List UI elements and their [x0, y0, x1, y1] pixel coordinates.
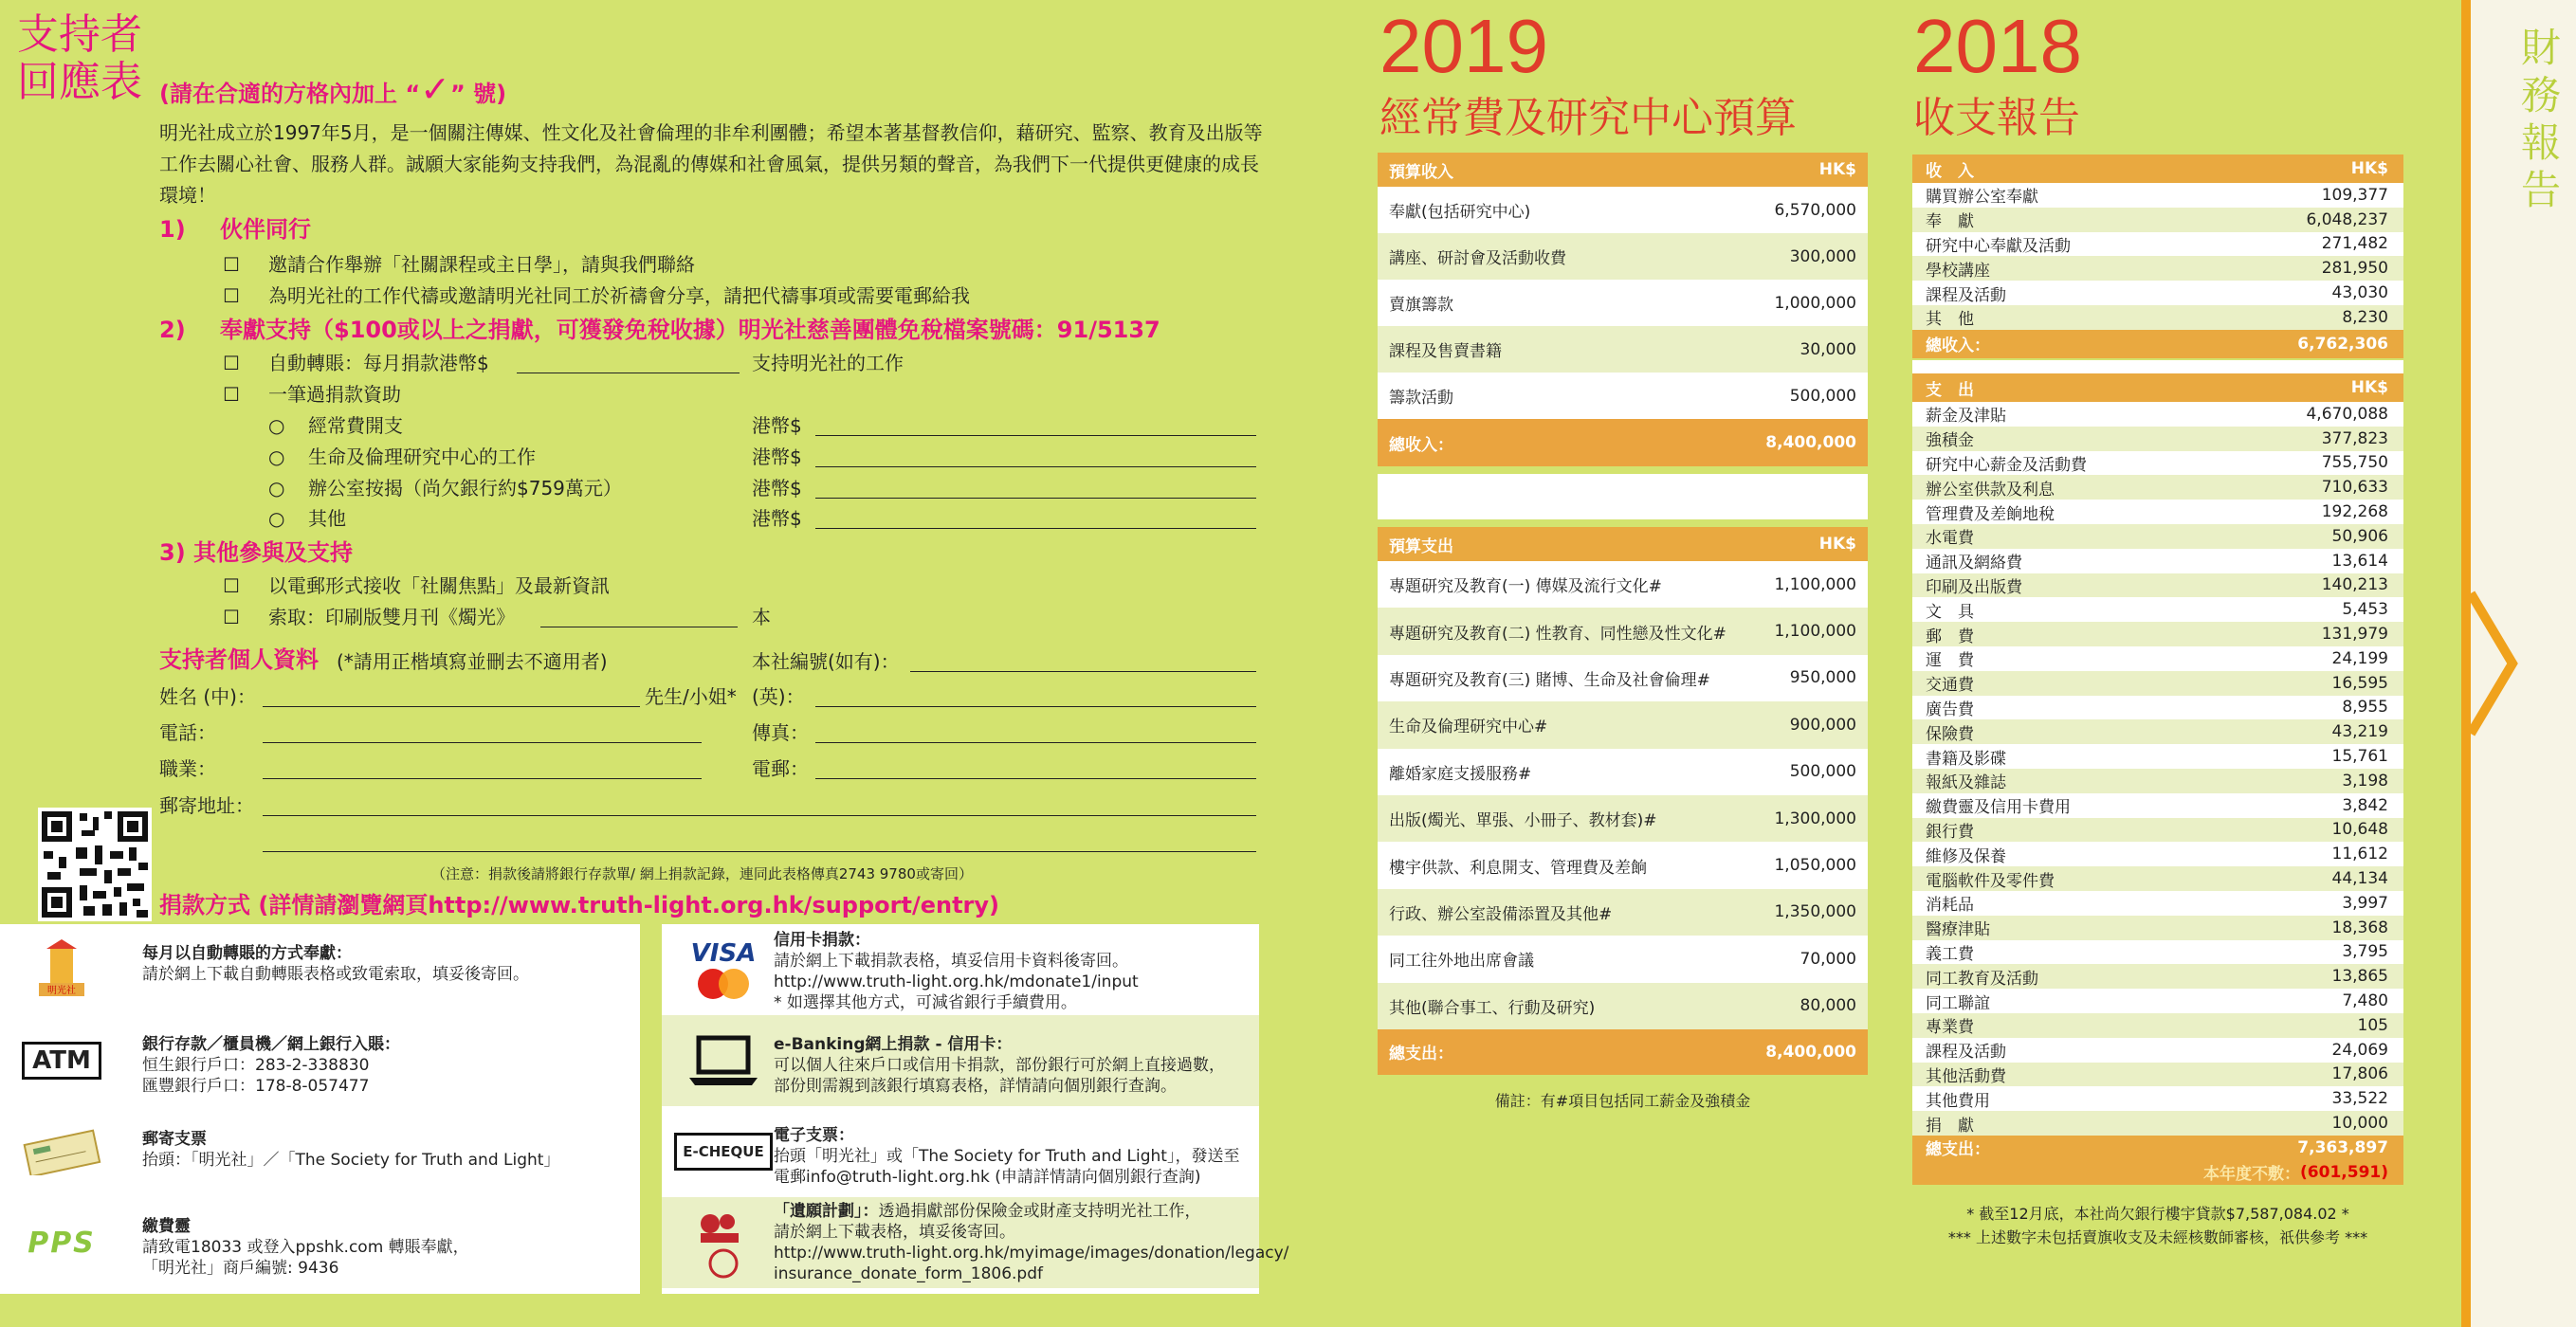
budget-income-item-label: 賣旗籌款 [1389, 296, 1453, 315]
phone-field[interactable] [263, 742, 702, 743]
method-credit-card [662, 924, 1259, 1015]
budget-title: 經常費及研究中心預算 [1379, 94, 1797, 142]
budget-income-item-label: 講座、研討會及活動收費 [1389, 249, 1566, 268]
budget-expense-item-label: 專題研究及教育(三) 賭博、生命及社會倫理# [1389, 670, 1710, 690]
budget-expense-item-label: 樓宇供款、利息開支、管理費及差餉 [1389, 858, 1647, 878]
report-expense-row [1912, 891, 2403, 916]
checkmark-icon: ✓ [420, 68, 450, 110]
member-no-label: 本社編號(如有)： [752, 650, 900, 673]
report-expense-row [1912, 451, 2403, 476]
report-expense-item-label: 廣告費 [1926, 700, 1974, 719]
method-legacy-title: 「遺願計劃」： [774, 1202, 879, 1221]
report-expense-total: 7,363,897 [2297, 1137, 2388, 1157]
method-card-line-1: 請於網上下載捐款表格，填妥信用卡資料後寄回。 [774, 952, 1128, 971]
report-expense-item-label: 通訊及網絡費 [1926, 554, 2022, 573]
report-expense-item-label: 銀行費 [1926, 822, 1974, 842]
report-title: 收支報告 [1913, 94, 2080, 142]
job-field[interactable] [263, 778, 702, 779]
budget-expense-row [1378, 561, 1868, 608]
report-income-table [1912, 155, 2403, 358]
report-expense-item-value: 24,069 [2331, 1040, 2388, 1060]
method-legacy [662, 1197, 1289, 1288]
budget-income-total: 8,400,000 [1765, 433, 1856, 452]
report-income-row [1912, 305, 2403, 330]
address-field-1[interactable] [263, 815, 1256, 816]
section-1-number: 1) [159, 216, 186, 243]
report-expense-row [1912, 500, 2403, 524]
report-expense-item-label: 維修及保養 [1926, 846, 2006, 866]
personal-title: 支持者個人資料 [159, 646, 319, 673]
report-expense-item-label: 捐 獻 [1926, 1116, 1974, 1136]
opt-2-amount-field[interactable] [815, 466, 1256, 467]
report-income-item-label: 購買辦公室奉獻 [1926, 188, 2038, 208]
budget-spacer [1378, 474, 1868, 519]
report-expense-item-label: 印刷及出版費 [1926, 577, 2022, 597]
method-ebanking [662, 1015, 1259, 1106]
email-news-label: 以電郵形式接收「社關焦點」及最新資訊 [268, 574, 610, 597]
budget-expense-row [1378, 608, 1868, 654]
report-expense-row [1912, 622, 2403, 646]
section-3-title: 3) 其他參與及支持 [159, 539, 354, 566]
budget-expense-item-label: 行政、辦公室設備添置及其他# [1389, 904, 1613, 924]
radio-opt-3[interactable]: ○ [268, 477, 285, 500]
report-expense-item-value: 192,268 [2321, 502, 2388, 522]
budget-expense-item-value: 80,000 [1800, 996, 1856, 1016]
report-expense-row [1912, 524, 2403, 549]
method-legacy-line-1: 請於網上下載表格，填妥後寄回。 [774, 1223, 1015, 1242]
report-income-item-value: 271,482 [2321, 234, 2388, 254]
budget-income-item-value: 500,000 [1789, 386, 1856, 406]
method-echeque-title: 電子支票： [774, 1126, 854, 1145]
report-income-total: 6,762,306 [2297, 334, 2388, 354]
report-expense-row [1912, 1013, 2403, 1038]
report-expense-item-value: 4,670,088 [2306, 404, 2388, 424]
report-expense-row [1912, 769, 2403, 793]
section-2-title: 奉獻支持（$100或以上之捐獻，可獲發免稅收據）明光社慈善團體免稅檔案號碼：91/5137 [220, 317, 1160, 343]
budget-expense-item-value: 1,050,000 [1774, 856, 1856, 876]
address-field-2[interactable] [263, 851, 1256, 852]
method-pps [0, 1197, 640, 1288]
report-income-item-value: 281,950 [2321, 259, 2388, 279]
method-cheque [0, 1106, 640, 1197]
method-legacy-url-1[interactable]: http://www.truth-light.org.hk/myimage/images/donation/legacy/ [774, 1244, 1289, 1263]
report-expense-item-label: 運 費 [1926, 651, 1974, 671]
report-expense-row [1912, 646, 2403, 671]
report-expense-item-label: 保險費 [1926, 724, 1974, 744]
report-expense-item-value: 15,761 [2331, 747, 2388, 767]
report-expense-item-value: 3,842 [2342, 795, 2388, 815]
member-no-field[interactable] [910, 671, 1256, 672]
form-subtitle: (請在合適的方格內加上 “✓” 號) [159, 68, 507, 110]
report-expense-row [1912, 1063, 2403, 1087]
chevron-right-icon [2465, 588, 2522, 739]
hsbc-account: 匯豐銀行戶口：178-8-057477 [142, 1077, 370, 1096]
budget-income-item-value: 30,000 [1800, 339, 1856, 359]
budget-income-item-value: 1,000,000 [1774, 293, 1856, 313]
budget-currency-2: HK$ [1818, 535, 1856, 554]
budget-expense-item-label: 專題研究及教育(一) 傳媒及流行文化# [1389, 577, 1662, 597]
budget-expense-total: 8,400,000 [1765, 1042, 1856, 1062]
budget-expense-item-value: 1,100,000 [1774, 574, 1856, 594]
report-note-1: * 截至12月底，本社尚欠銀行樓宇貸款$7,587,084.02 * [1966, 1205, 2349, 1223]
budget-income-row [1378, 233, 1868, 280]
method-card-url[interactable]: http://www.truth-light.org.hk/mdonate1/input [774, 973, 1139, 991]
method-autopay-title: 每月以自動轉賬的方式奉獻： [142, 944, 352, 963]
method-autopay [0, 924, 640, 1015]
budget-expense-item-value: 1,350,000 [1774, 902, 1856, 922]
donation-methods-right [662, 924, 1289, 1294]
budget-note: 備註：有#項目包括同工薪金及強積金 [1494, 1092, 1751, 1110]
report-expense-item-label: 管理費及差餉地稅 [1926, 504, 2055, 524]
report-expense-item-label: 研究中心薪金及活動費 [1926, 455, 2087, 475]
report-expense-item-value: 16,595 [2331, 673, 2388, 693]
autopay-label: 自動轉賬：每月捐款港幣$ [268, 352, 489, 374]
budget-income-row [1378, 326, 1868, 373]
one-off-label: 一筆過捐款資助 [268, 383, 401, 406]
budget-expense-row [1378, 795, 1868, 842]
radio-opt-4[interactable]: ○ [268, 507, 285, 530]
method-cheque-line: 抬頭：「明光社」／「The Society for Truth and Light」 [142, 1151, 560, 1170]
report-expense-item-value: 13,614 [2331, 551, 2388, 571]
report-expense-row [1912, 744, 2403, 769]
print-copy-unit: 本 [752, 606, 771, 628]
report-spacer [1912, 360, 2403, 373]
report-expense-item-value: 13,865 [2331, 967, 2388, 987]
print-copy-label: 索取：印刷版雙月刊《燭光》 [268, 606, 515, 628]
report-income-row [1912, 281, 2403, 305]
report-expense-row [1912, 402, 2403, 427]
report-expense-item-label: 消耗品 [1926, 896, 1974, 916]
opt-3-hkd: 港幣$ [752, 477, 802, 500]
report-expense-item-label: 交通費 [1926, 676, 1974, 696]
budget-income-header: 預算收入 [1389, 162, 1453, 182]
echeque-icon: E-CHEQUE [671, 1119, 776, 1184]
personal-note: (*請用正楷填寫並刪去不適用者) [337, 650, 608, 673]
name-cn-field[interactable] [263, 706, 640, 707]
option-prayer-label: 為明光社的工作代禱或邀請明光社同工於祈禱會分享，請把代禱事項或需要電郵給我 [268, 284, 970, 307]
budget-expense-item-label: 同工往外地出席會議 [1389, 952, 1534, 972]
report-expense-item-value: 11,612 [2331, 845, 2388, 864]
autopay-suffix: 支持明光社的工作 [752, 352, 904, 374]
report-expense-item-value: 105 [2357, 1015, 2388, 1035]
budget-expense-table [1378, 527, 1868, 1075]
checkbox-course[interactable]: ☐ [223, 253, 240, 276]
laptop-icon [671, 1028, 776, 1093]
report-expense-header: 支 出 [1926, 380, 1974, 400]
method-pps-title: 繳費靈 [142, 1217, 191, 1236]
opt-1-hkd: 港幣$ [752, 414, 802, 437]
budget-income-row [1378, 280, 1868, 326]
fax-label: 傳真： [752, 721, 809, 744]
budget-expense-row [1378, 701, 1868, 748]
report-expense-row [1912, 427, 2403, 451]
cheque-icon [9, 1119, 114, 1184]
svg-text:明光社: 明光社 [47, 986, 76, 996]
report-expense-row [1912, 964, 2403, 989]
report-expense-item-label: 同工聯誼 [1926, 993, 1990, 1013]
report-expense-row [1912, 1111, 2403, 1136]
donation-method-title: 捐款方式 (詳情請瀏覽網頁http://www.truth-light.org.hk/support/entry) [159, 892, 999, 918]
report-income-item-label: 其 他 [1926, 310, 1974, 330]
section-1-title: 伙伴同行 [220, 216, 311, 243]
section-2-number: 2) [159, 317, 186, 343]
report-expense-row [1912, 866, 2403, 891]
report-expense-item-label: 書籍及影碟 [1926, 749, 2006, 769]
budget-currency: HK$ [1818, 160, 1856, 179]
report-expense-row [1912, 597, 2403, 622]
method-pps-line-1: 請致電18033 或登入ppshk.com 轉賬奉獻， [142, 1238, 469, 1257]
phone-label: 電話： [159, 721, 216, 744]
report-expense-item-value: 10,000 [2331, 1114, 2388, 1133]
name-cn-label: 姓名 (中)： [159, 685, 256, 708]
pps-logo-icon: PPS [27, 1226, 96, 1260]
report-expense-item-value: 24,199 [2331, 648, 2388, 668]
legacy-plan-icon [671, 1210, 776, 1275]
budget-income-item-value: 6,570,000 [1774, 200, 1856, 220]
report-expense-item-value: 50,906 [2331, 526, 2388, 546]
budget-expense-header: 預算支出 [1389, 536, 1453, 556]
report-income-row [1912, 256, 2403, 281]
method-cheque-title: 郵寄支票 [142, 1130, 207, 1149]
budget-expense-item-value: 1,100,000 [1774, 622, 1856, 642]
fax-note: （注意：捐款後請將銀行存款單/ 網上捐款記錄，連同此表格傳真2743 9780或寄回） [431, 865, 973, 882]
title-select[interactable]: 先生/小姐* [645, 685, 737, 708]
budget-income-row [1378, 187, 1868, 233]
report-income-row [1912, 183, 2403, 208]
report-income-row [1912, 208, 2403, 232]
checkbox-print-copy[interactable]: ☐ [223, 606, 240, 628]
checkbox-autopay[interactable]: ☐ [223, 352, 240, 374]
report-expense-item-value: 755,750 [2321, 453, 2388, 473]
report-expense-item-value: 7,480 [2342, 991, 2388, 1011]
report-expense-item-label: 水電費 [1926, 529, 1974, 549]
opt-4-label: 其他 [308, 507, 346, 530]
donation-methods-left [0, 924, 640, 1294]
budget-expense-item-label: 專題研究及教育(二) 性教育、同性戀及性文化# [1389, 624, 1726, 644]
visa-mastercard-icon: VISA [671, 937, 776, 1002]
qr-code-icon [38, 808, 152, 921]
report-deficit-label: 本年度不敷： [2203, 1165, 2301, 1185]
report-income-item-label: 學校講座 [1926, 261, 1990, 281]
method-card-note: * 如選擇其他方式，可減省銀行手續費用。 [774, 993, 1077, 1012]
budget-income-total-label: 總收入： [1389, 435, 1453, 455]
budget-income-item-label: 奉獻(包括研究中心) [1389, 203, 1531, 222]
report-expense-row [1912, 475, 2403, 500]
report-expense-row [1912, 916, 2403, 940]
report-income-total-label: 總收入： [1926, 336, 1990, 356]
opt-4-amount-field[interactable] [815, 528, 1256, 529]
side-label: 財務報告 [2520, 25, 2561, 213]
opt-1-label: 經常費開支 [308, 414, 403, 437]
report-expense-item-value: 8,955 [2342, 698, 2388, 718]
report-expense-item-label: 醫療津貼 [1926, 920, 1990, 940]
report-expense-item-label: 文 具 [1926, 602, 1974, 622]
report-expense-item-value: 10,648 [2331, 820, 2388, 840]
method-legacy-desc: 透過捐獻部份保險金或財產支持明光社工作， [878, 1202, 1201, 1221]
method-pps-line-2: 「明光社」商戶編號: 9436 [142, 1259, 339, 1278]
checkbox-email-news[interactable]: ☐ [223, 574, 240, 597]
report-expense-item-value: 5,453 [2342, 600, 2388, 620]
form-title [17, 11, 142, 106]
budget-expense-item-value: 1,300,000 [1774, 809, 1856, 828]
budget-expense-item-value: 500,000 [1789, 762, 1856, 782]
method-legacy-url-2[interactable]: insurance_donate_form_1806.pdf [774, 1264, 1043, 1283]
opt-2-label: 生命及倫理研究中心的工作 [308, 445, 536, 468]
report-expense-row [1912, 1038, 2403, 1063]
report-expense-item-label: 強積金 [1926, 431, 1974, 451]
report-expense-row [1912, 793, 2403, 818]
report-expense-item-label: 同工教育及活動 [1926, 969, 2038, 989]
option-course-label: 邀請合作舉辦「社關課程或主日學」，請與我們聯絡 [268, 253, 695, 276]
opt-3-label: 辦公室按揭（尚欠銀行約$759萬元） [308, 477, 622, 500]
report-expense-item-label: 繳費靈及信用卡費用 [1926, 798, 2071, 818]
report-income-item-label: 奉 獻 [1926, 212, 1974, 232]
email-field[interactable] [815, 778, 1256, 779]
method-echeque-line-2: 電郵info@truth-light.org.hk (申請詳情請向個別銀行查詢) [774, 1168, 1201, 1187]
budget-expense-row [1378, 655, 1868, 701]
hangseng-account: 恒生銀行戶口：283-2-338830 [142, 1056, 370, 1075]
report-expense-row [1912, 818, 2403, 843]
report-currency-2: HK$ [2350, 378, 2388, 397]
intro-paragraph: 明光社成立於1997年5月，是一個關注傳媒、性文化及社會倫理的非牟利團體；希望本著基督教信仰，藉研究、監察、教育及出版等工作去關心社會、服務人群。誠願大家能夠支持我們，為混亂的傳媒和社會風氣，提供另類的聲音，為我們下一代提供更健康的成長環境！ [159, 121, 1263, 207]
opt-2-hkd: 港幣$ [752, 445, 802, 468]
report-expense-item-value: 710,633 [2321, 478, 2388, 498]
report-expense-item-label: 專業費 [1926, 1018, 1974, 1038]
address-label: 郵寄地址： [159, 794, 254, 817]
report-expense-row [1912, 842, 2403, 866]
method-echeque [662, 1106, 1259, 1197]
budget-expense-item-label: 離婚家庭支援服務# [1389, 764, 1532, 784]
title-line-2: 回應表 [17, 58, 142, 106]
report-expense-row [1912, 573, 2403, 598]
budget-expense-item-value: 900,000 [1789, 715, 1856, 735]
method-bank-title: 銀行存款／櫃員機／網上銀行入賬： [142, 1035, 400, 1054]
email-label: 電郵： [752, 757, 809, 780]
opt-4-hkd: 港幣$ [752, 507, 802, 530]
report-expense-item-value: 43,219 [2331, 722, 2388, 742]
report-income-item-label: 研究中心奉獻及活動 [1926, 236, 2071, 256]
method-autopay-line: 請於網上下載自動轉賬表格或致電索取，填妥後寄回。 [142, 965, 529, 984]
report-expense-item-label: 郵 費 [1926, 627, 1974, 646]
budget-income-item-label: 課程及售賣書籍 [1389, 342, 1502, 361]
report-income-item-value: 6,048,237 [2306, 209, 2388, 229]
report-income-item-value: 43,030 [2331, 283, 2388, 303]
budget-expense-row [1378, 749, 1868, 795]
budget-expense-row [1378, 842, 1868, 888]
budget-year: 2019 [1379, 4, 1548, 88]
title-line-1: 支持者 [17, 10, 142, 59]
report-expense-row [1912, 549, 2403, 573]
report-expense-row [1912, 719, 2403, 744]
report-expense-item-value: 377,823 [2321, 428, 2388, 448]
building-logo-icon [9, 937, 114, 1002]
report-income-item-value: 8,230 [2342, 307, 2388, 327]
method-ebanking-line-1: 可以個人往來戶口或信用卡捐款，部份銀行可於網上直接過數， [774, 1056, 1225, 1075]
budget-expense-total-label: 總支出： [1389, 1045, 1453, 1064]
report-expense-item-value: 3,795 [2342, 942, 2388, 962]
report-expense-row [1912, 696, 2403, 720]
report-expense-row [1912, 989, 2403, 1013]
budget-income-item-label: 籌款活動 [1389, 389, 1453, 408]
report-expense-row [1912, 671, 2403, 696]
radio-opt-1[interactable]: ○ [268, 414, 285, 437]
radio-opt-2[interactable]: ○ [268, 445, 285, 468]
report-expense-item-label: 辦公室供款及利息 [1926, 480, 2055, 500]
opt-1-amount-field[interactable] [815, 435, 1256, 436]
budget-expense-item-label: 生命及倫理研究中心# [1389, 718, 1548, 737]
budget-expense-row [1378, 983, 1868, 1029]
name-en-label: (英)： [752, 685, 805, 708]
budget-expense-item-label: 出版(燭光、單張、小冊子、教材套)# [1389, 811, 1657, 831]
report-expense-item-label: 課程及活動 [1926, 1043, 2006, 1063]
budget-income-row [1378, 373, 1868, 419]
report-expense-item-value: 17,806 [2331, 1064, 2388, 1084]
report-expense-item-label: 其他活動費 [1926, 1066, 2006, 1086]
report-expense-row [1912, 1086, 2403, 1111]
atm-icon: ATM [9, 1028, 114, 1093]
report-expense-item-label: 義工費 [1926, 944, 1974, 964]
job-label: 職業： [159, 757, 216, 780]
report-currency: HK$ [2350, 159, 2388, 178]
method-ebanking-line-2: 部份則需親到該銀行填寫表格，詳情請向個別銀行查詢。 [774, 1077, 1177, 1096]
method-echeque-line-1: 抬頭「明光社」或「The Society for Truth and Light」，發送至 [774, 1147, 1240, 1166]
budget-income-item-value: 300,000 [1789, 246, 1856, 266]
name-en-field[interactable] [815, 706, 1256, 707]
report-expense-item-value: 3,198 [2342, 771, 2388, 791]
report-expense-item-value: 18,368 [2331, 918, 2388, 937]
report-expense-item-label: 薪金及津貼 [1926, 407, 2006, 427]
report-income-item-label: 課程及活動 [1926, 285, 2006, 305]
budget-expense-row [1378, 889, 1868, 936]
report-year: 2018 [1913, 4, 2082, 88]
report-expense-item-value: 3,997 [2342, 893, 2388, 913]
method-card-title: 信用卡捐款： [774, 931, 870, 950]
report-expense-item-label: 電腦軟件及零件費 [1926, 871, 2055, 891]
checkbox-one-off[interactable]: ☐ [223, 383, 240, 406]
report-income-row [1912, 232, 2403, 257]
report-expense-item-value: 44,134 [2331, 869, 2388, 889]
budget-expense-item-label: 其他(聯合事工、行動及研究) [1389, 998, 1596, 1018]
fax-field[interactable] [815, 742, 1256, 743]
report-expense-item-value: 33,522 [2331, 1089, 2388, 1109]
report-expense-item-value: 140,213 [2321, 575, 2388, 595]
report-expense-item-value: 131,979 [2321, 625, 2388, 645]
report-income-header: 收 入 [1926, 161, 1974, 181]
method-ebanking-title: e-Banking網上捐款 - 信用卡： [774, 1035, 1013, 1054]
report-expense-total-label: 總支出： [1926, 1140, 1990, 1160]
checkbox-prayer[interactable]: ☐ [223, 284, 240, 307]
report-expense-table [1912, 373, 2403, 1185]
budget-expense-item-value: 70,000 [1800, 949, 1856, 969]
report-income-item-value: 109,377 [2321, 185, 2388, 205]
budget-expense-row [1378, 936, 1868, 982]
budget-expense-item-value: 950,000 [1789, 668, 1856, 688]
report-expense-item-label: 報紙及雜誌 [1926, 773, 2006, 793]
report-expense-row [1912, 940, 2403, 965]
opt-3-amount-field[interactable] [815, 498, 1256, 499]
report-note-2: *** 上述數字未包括賣旗收支及未經核數師審核，祇供參考 *** [1947, 1228, 2368, 1246]
report-deficit: (601,591) [2300, 1162, 2388, 1182]
report-expense-item-label: 其他費用 [1926, 1091, 1990, 1111]
budget-income-table [1378, 153, 1868, 466]
